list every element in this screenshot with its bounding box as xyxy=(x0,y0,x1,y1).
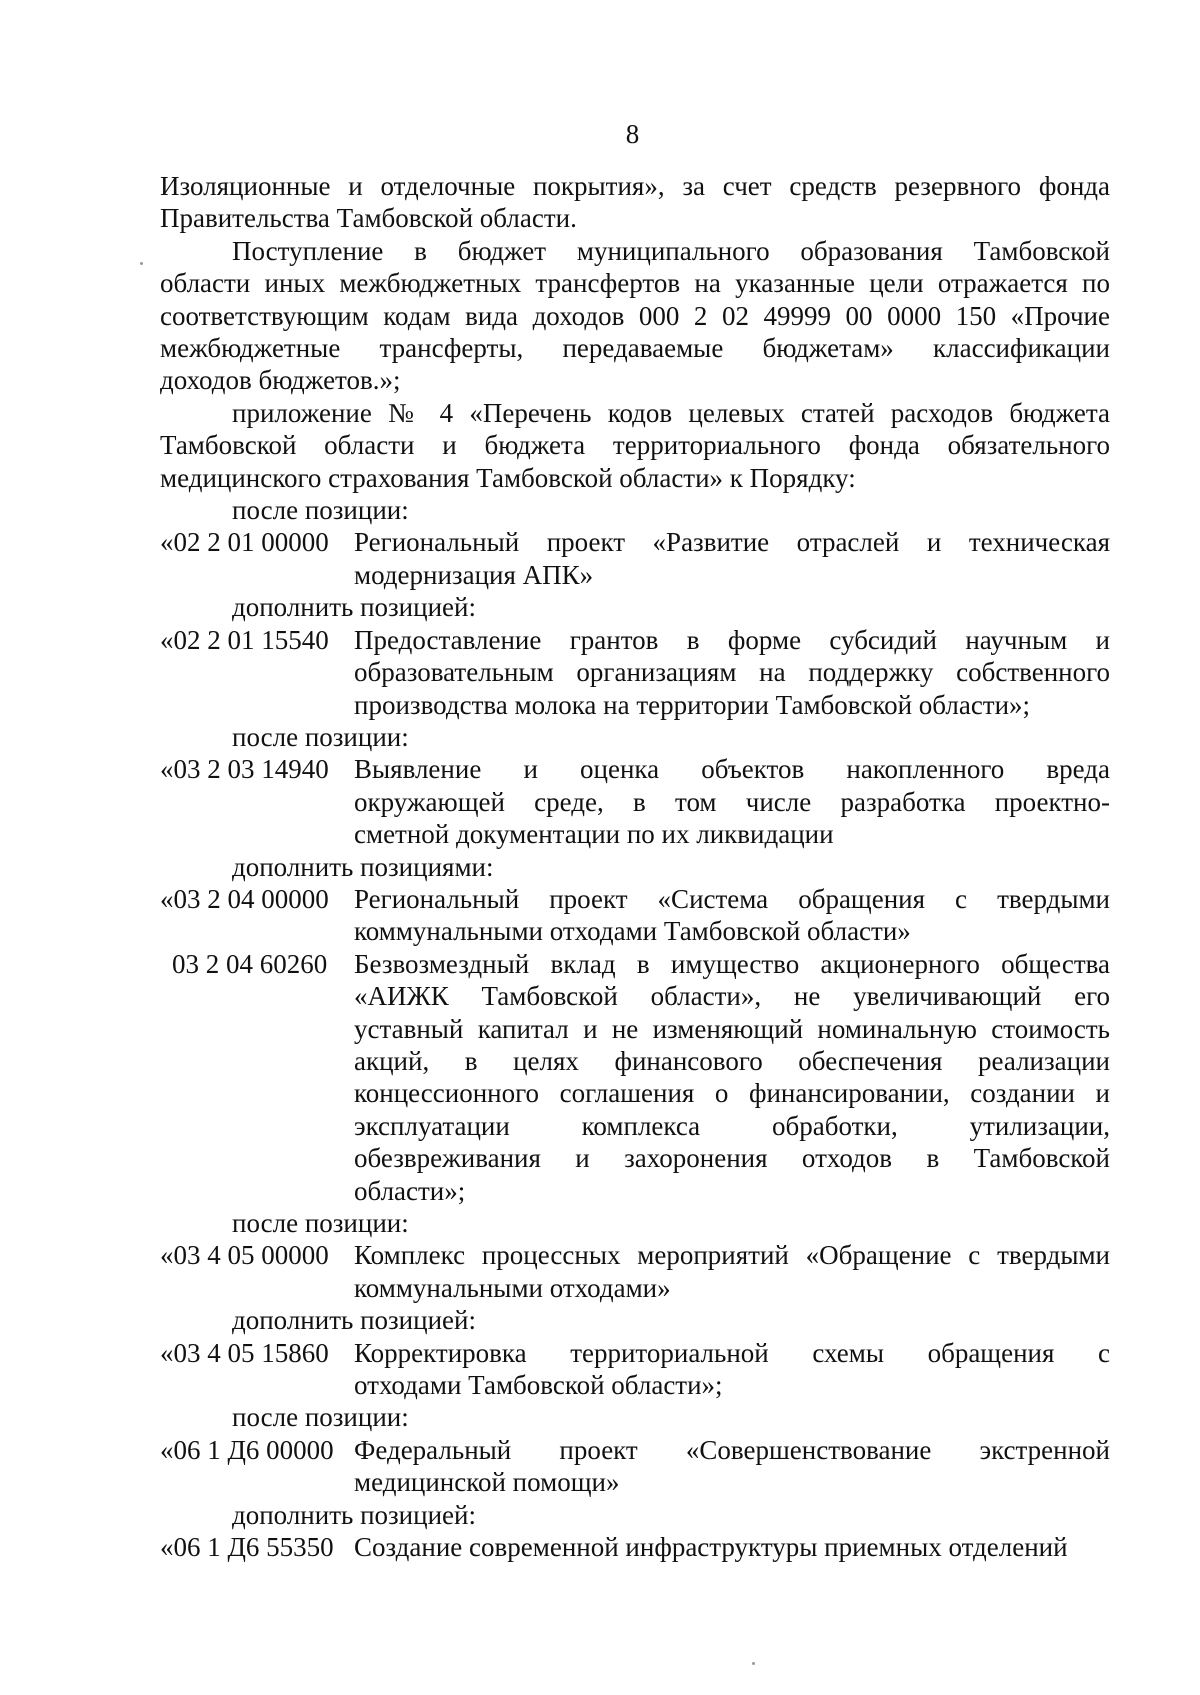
position-entry xyxy=(160,883,1110,948)
position-entry xyxy=(160,753,1110,850)
position-description xyxy=(354,883,1110,948)
text-line: коммунальными отходами Тамбовской области» xyxy=(354,916,911,947)
text-line: концессионного соглашения о финансировании, создании и xyxy=(354,1078,1110,1109)
text-line: Комплекс процессных мероприятий «Обращение с твердыми xyxy=(354,1240,1110,1271)
text-line: Предоставление грантов в форме субсидий научным и xyxy=(354,624,1110,655)
position-description xyxy=(354,1337,1110,1402)
text-line: межбюджетные трансферты, передаваемые бюджетам» классификации xyxy=(160,333,1110,364)
text-line: модернизация АПК» xyxy=(354,559,594,590)
position-entry xyxy=(160,1531,1110,1563)
position-description xyxy=(354,1531,1110,1563)
position-lead: после позиции: xyxy=(232,721,409,752)
text-line: обезвреживания и захоронения отходов в Тамбовской xyxy=(354,1143,1110,1174)
paragraph-intro-3 xyxy=(160,397,1110,494)
scan-speck xyxy=(752,1662,755,1665)
position-code: «02 2 01 15540 xyxy=(160,624,329,655)
text-line: производства молока на территории Тамбовской области»; xyxy=(354,689,1031,720)
text-line: отходами Тамбовской области»; xyxy=(354,1370,723,1401)
text-line: Выявление и оценка объектов накопленного вреда xyxy=(354,754,1110,785)
text-line: Тамбовской области и бюджета территориального фонда обязательного xyxy=(160,430,1110,461)
text-line: Изоляционные и отделочные покрытия», за счет средств резервного фонда xyxy=(160,171,1110,201)
text-line: уставный капитал и не изменяющий номинальную стоимость xyxy=(354,1013,1110,1044)
position-lead: дополнить позициями: xyxy=(232,851,494,882)
position-lead: после позиции: xyxy=(232,495,409,526)
paragraph-intro-1 xyxy=(160,170,1110,235)
position-code: «03 2 03 14940 xyxy=(160,754,329,785)
position-entry xyxy=(160,1337,1110,1402)
position-description xyxy=(354,948,1110,1207)
text-line: образовательным организациям на поддержку собственного xyxy=(354,657,1110,688)
text-line: Федеральный проект «Совершенствование экстренной xyxy=(354,1434,1110,1465)
position-description xyxy=(354,1239,1110,1304)
position-code: «06 1 Д6 00000 xyxy=(160,1434,334,1465)
text-line: эксплуатации комплекса обработки, утилизации, xyxy=(354,1110,1110,1141)
paragraph-intro-2 xyxy=(160,235,1110,397)
position-entry xyxy=(160,1239,1110,1304)
text-line: Корректировка территориальной схемы обращения с xyxy=(354,1337,1110,1368)
text-line: медицинского страхования Тамбовской области» к Порядку: xyxy=(160,462,856,493)
scan-speck xyxy=(140,262,143,265)
text-line: Создание современной инфраструктуры приемных отделений xyxy=(354,1532,1068,1563)
text-line: доходов бюджетов.»; xyxy=(160,365,401,396)
text-line: коммунальными отходами» xyxy=(354,1272,671,1303)
text-line: окружающей среде, в том числе разработка проектно- xyxy=(354,786,1110,817)
text-line: приложение № 4 «Перечень кодов целевых статей расходов бюджета xyxy=(232,397,1110,428)
text-line: области»; xyxy=(354,1175,466,1206)
position-description xyxy=(354,1434,1110,1499)
text-line: «АИЖК Тамбовской области», не увеличивающий его xyxy=(354,981,1110,1012)
text-line: медицинской помощи» xyxy=(354,1467,620,1498)
page-number: 8 xyxy=(625,119,640,149)
text-line: Поступление в бюджет муниципального образования Тамбовской xyxy=(232,235,1110,266)
position-code: «03 2 04 00000 xyxy=(160,883,329,914)
position-lead: дополнить позицией: xyxy=(232,1499,476,1530)
text-line: области иных межбюджетных трансфертов на указанные цели отражается по xyxy=(160,268,1110,299)
position-description xyxy=(354,624,1110,721)
position-lead: после позиции: xyxy=(232,1208,409,1238)
position-entry xyxy=(160,526,1110,591)
document-body xyxy=(160,170,1110,1563)
position-entry xyxy=(160,948,1110,1207)
position-description xyxy=(354,753,1110,850)
text-line: акций, в целях финансового обеспечения реализации xyxy=(354,1045,1110,1076)
text-line: соответствующим кодам вида доходов 000 2 02 49999 00 0000 150 «Прочие xyxy=(160,300,1110,331)
text-line: Правительства Тамбовской области. xyxy=(160,203,577,234)
text-line: Безвозмездный вклад в имущество акционерного общества xyxy=(354,948,1110,979)
position-code: «06 1 Д6 55350 xyxy=(160,1532,334,1563)
position-entry xyxy=(160,1434,1110,1499)
text-line: Региональный проект «Развитие отраслей и техническая xyxy=(354,527,1110,558)
position-lead: дополнить позицией: xyxy=(232,1305,476,1336)
position-lead: дополнить позицией: xyxy=(232,592,476,623)
position-lead: после позиции: xyxy=(232,1402,409,1433)
position-code: «02 2 01 00000 xyxy=(160,527,329,558)
position-code: 03 2 04 60260 xyxy=(172,948,328,979)
position-code: «03 4 05 00000 xyxy=(160,1240,329,1271)
position-code: «03 4 05 15860 xyxy=(160,1337,329,1368)
position-entry xyxy=(160,624,1110,721)
text-line: сметной документации по их ликвидации xyxy=(354,819,834,850)
position-description xyxy=(354,526,1110,591)
text-line: Региональный проект «Система обращения с твердыми xyxy=(354,883,1110,914)
